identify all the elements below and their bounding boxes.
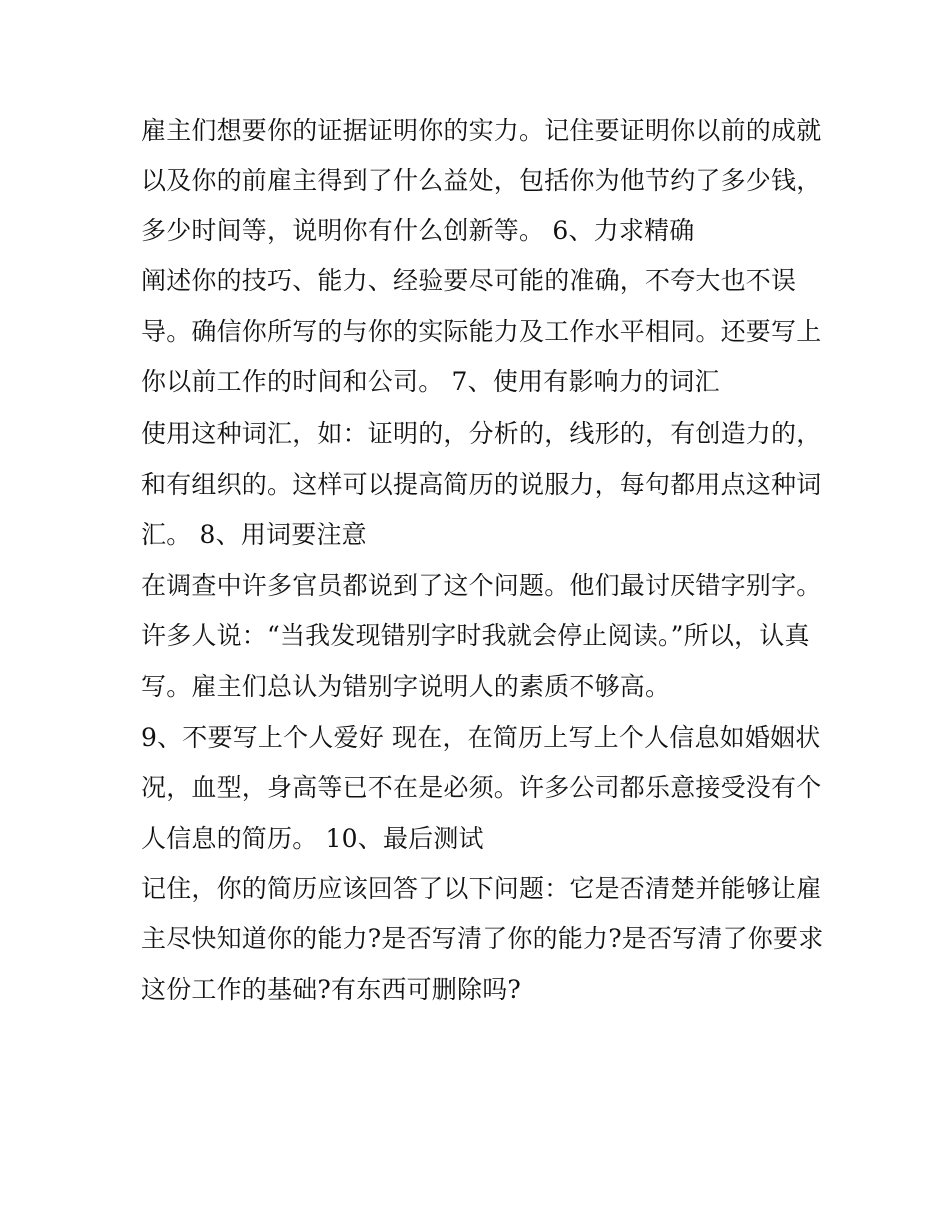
text-line-14: 况，血型，身高等已不在是必须。许多公司都乐意接受没有个 bbox=[141, 773, 822, 802]
text-line-3: 多少时间等，说明你有什么创新等。 6、力求精确 bbox=[141, 216, 695, 245]
text-line-18: 这份工作的基础?有东西可删除吗? bbox=[141, 975, 522, 1004]
text-line-4: 阐述你的技巧、能力、经验要尽可能的准确，不夸大也不误 bbox=[141, 266, 797, 295]
text-line-13: 9、不要写上个人爱好 现在，在简历上写上个人信息如婚姻状 bbox=[141, 723, 821, 752]
text-line-1: 雇主们想要你的证据证明你的实力。记住要证明你以前的成就 bbox=[141, 116, 822, 145]
text-line-8: 和有组织的。这样可以提高简历的说服力，每句都用点这种词 bbox=[141, 470, 822, 499]
text-line-2: 以及你的前雇主得到了什么益处，包括你为他节约了多少钱， bbox=[141, 166, 822, 195]
text-line-7: 使用这种词汇，如：证明的，分析的，线形的，有创造力的， bbox=[141, 419, 822, 448]
text-line-15: 人信息的简历。 10、最后测试 bbox=[141, 824, 484, 853]
text-line-11: 许多人说：“当我发现错别字时我就会停止阅读。”所以，认真 bbox=[141, 621, 810, 650]
text-line-17: 主尽快知道你的能力?是否写清了你的能力?是否写清了你要求 bbox=[141, 924, 824, 953]
text-line-10: 在调查中许多官员都说到了这个问题。他们最讨厌错字别字。 bbox=[141, 571, 822, 600]
text-line-9: 汇。 8、用词要注意 bbox=[141, 520, 367, 549]
text-line-16: 记住，你的简历应该回答了以下问题：它是否清楚并能够让雇 bbox=[141, 874, 822, 903]
text-line-6: 你以前工作的时间和公司。 7、使用有影响力的词汇 bbox=[141, 367, 720, 396]
text-line-12: 写。雇主们总认为错别字说明人的素质不够高。 bbox=[141, 672, 671, 701]
text-line-5: 导。确信你所写的与你的实际能力及工作水平相同。还要写上 bbox=[141, 317, 822, 346]
